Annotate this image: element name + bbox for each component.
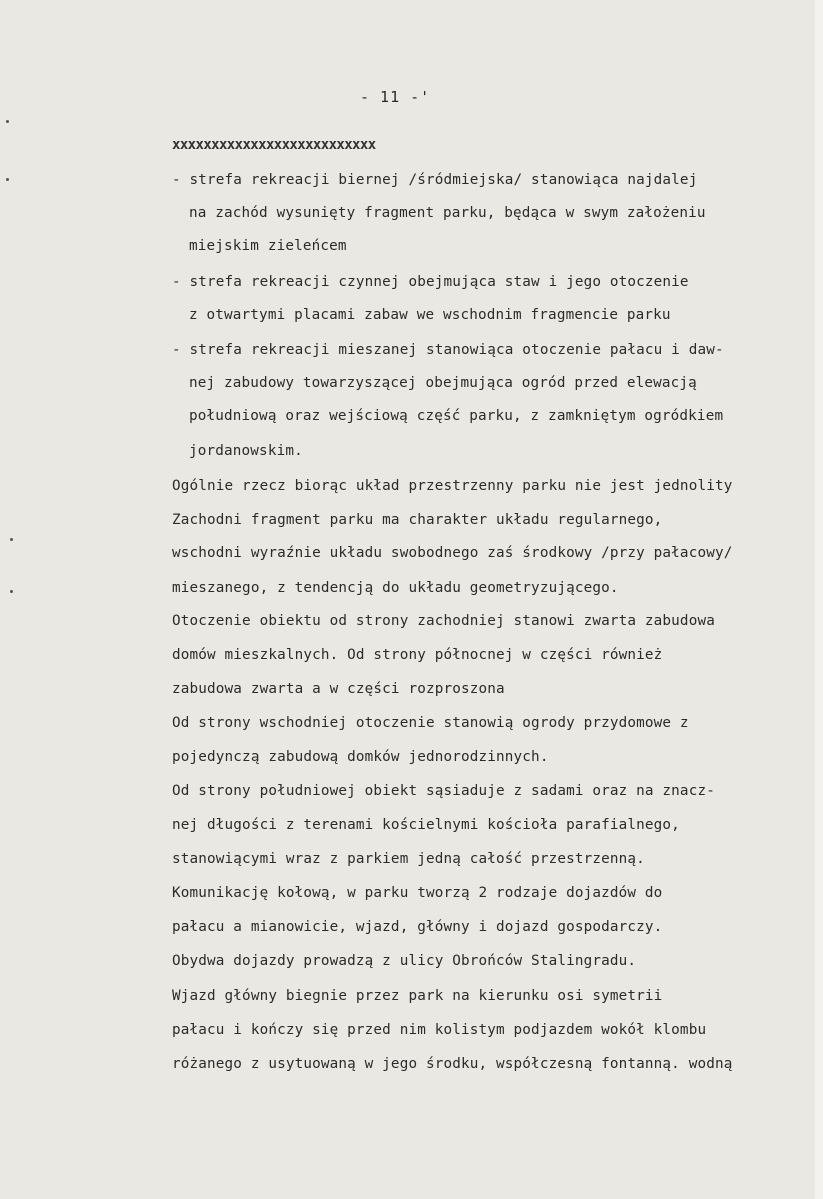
text-line: południową oraz wejściową część parku, z zamkniętym ogródkiem bbox=[189, 408, 724, 424]
text-line: z otwartymi placami zabaw we wschodnim fragmencie parku bbox=[189, 307, 671, 323]
text-line: - strefa rekreacji mieszanej stanowiąca otoczenie pałacu i daw- bbox=[172, 342, 724, 358]
text-line: wschodni wyraźnie układu swobodnego zaś środkowy /przy pałacowy/ bbox=[172, 545, 733, 561]
text-line: Od strony wschodniej otoczenie stanowią ogrody przydomowe z bbox=[172, 715, 689, 731]
page-number: - 11 -' bbox=[360, 88, 431, 106]
text-line: jordanowskim. bbox=[189, 443, 303, 459]
text-line: Zachodni fragment parku ma charakter układu regularnego, bbox=[172, 512, 663, 528]
text-line: nej długości z terenami kościelnymi kościoła parafialnego, bbox=[172, 817, 680, 833]
text-line: pojedynczą zabudową domków jednorodzinnych. bbox=[172, 749, 549, 765]
text-line: Komunikację kołową, w parku tworzą 2 rodzaje dojazdów do bbox=[172, 885, 663, 901]
text-line: stanowiącymi wraz z parkiem jedną całość przestrzenną. bbox=[172, 851, 645, 867]
edge-mark bbox=[6, 178, 9, 181]
text-line: Obydwa dojazdy prowadzą z ulicy Obrońców Stalingradu. bbox=[172, 953, 637, 969]
text-line: Otoczenie obiektu od strony zachodniej stanowi zwarta zabudowa bbox=[172, 613, 715, 629]
text-line: - strefa rekreacji biernej /śródmiejska/ stanowiąca najdalej bbox=[172, 172, 698, 188]
edge-mark bbox=[10, 538, 13, 541]
text-line: miejskim zieleńcem bbox=[189, 238, 347, 254]
text-line: nej zabudowy towarzyszącej obejmująca ogród przed elewacją bbox=[189, 375, 697, 391]
text-line: różanego z usytuowaną w jego środku, współczesną fontanną. wodną bbox=[172, 1056, 733, 1072]
text-line: Wjazd główny biegnie przez park na kierunku osi symetrii bbox=[172, 988, 663, 1004]
text-line: zabudowa zwarta a w części rozproszona bbox=[172, 681, 505, 697]
text-line: pałacu a mianowicie, wjazd, główny i dojazd gospodarczy. bbox=[172, 919, 663, 935]
text-line: pałacu i kończy się przed nim kolistym podjazdem wokół klombu bbox=[172, 1022, 707, 1038]
text-line: domów mieszkalnych. Od strony północnej w części również bbox=[172, 647, 663, 663]
text-line: na zachód wysunięty fragment parku, będąca w swym założeniu bbox=[189, 205, 706, 221]
page-edge bbox=[815, 0, 823, 1199]
text-line: mieszanego, z tendencją do układu geometryzującego. bbox=[172, 580, 619, 596]
text-line: - strefa rekreacji czynnej obejmująca staw i jego otoczenie bbox=[172, 274, 689, 290]
text-line: Ogólnie rzecz biorąc układ przestrzenny parku nie jest jednolity bbox=[172, 478, 733, 494]
text-line: Od strony południowej obiekt sąsiaduje z sadami oraz na znacz- bbox=[172, 783, 715, 799]
struck-out-line: xxxxxxxxxxxxxxxxxxxxxxxxxx bbox=[172, 137, 376, 153]
edge-mark bbox=[10, 590, 13, 593]
edge-mark bbox=[6, 120, 9, 123]
